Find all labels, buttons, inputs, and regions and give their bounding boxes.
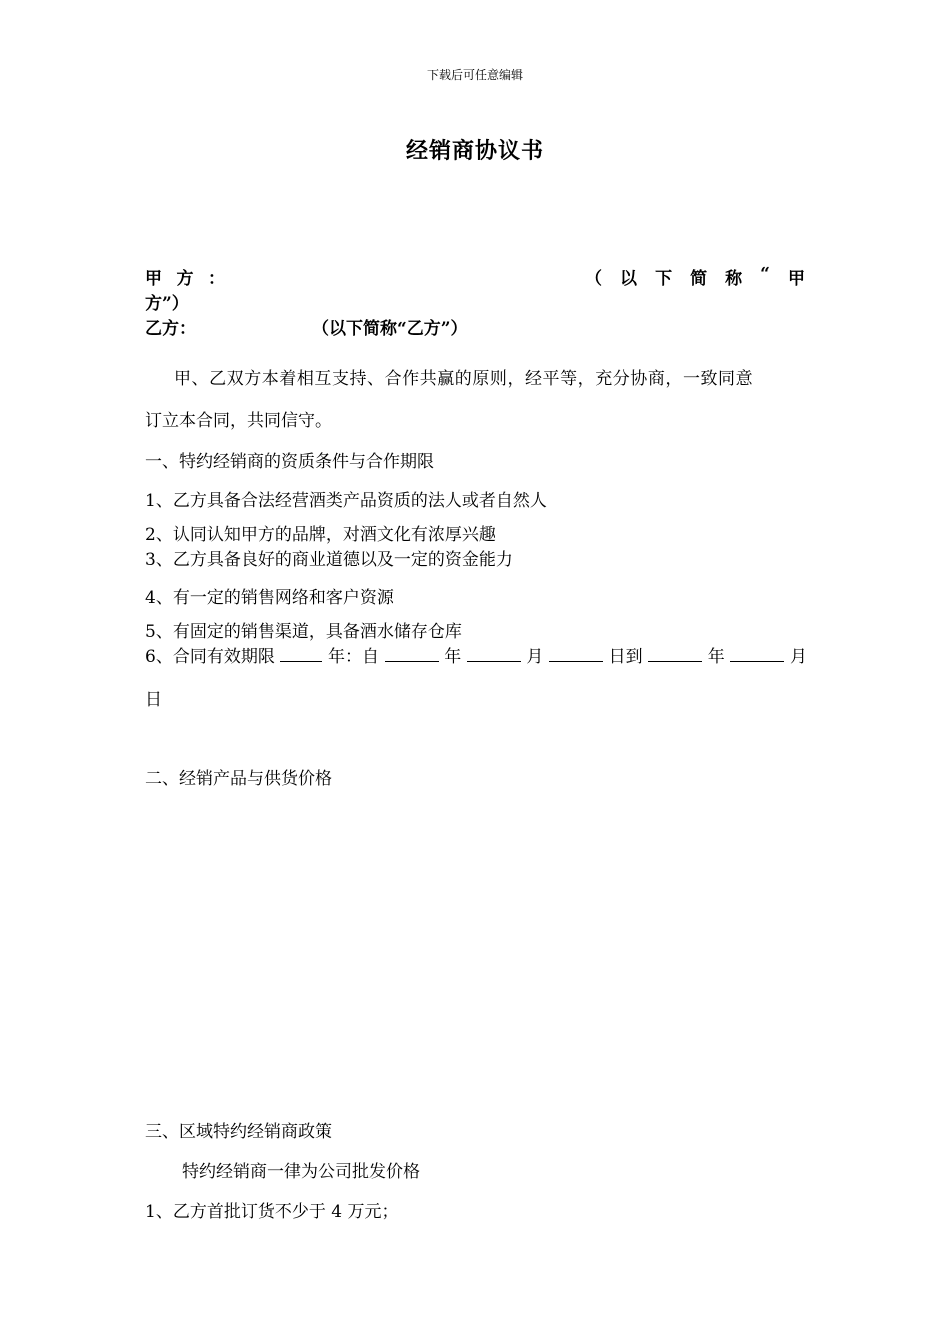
party-a-suffix-char: 甲 (787, 269, 805, 289)
section-3-heading: 三、区域特约经销商政策 (145, 1122, 332, 1142)
blank-line (648, 646, 702, 662)
contract-period-text: 日到 (608, 647, 643, 667)
page-title: 经销商协议书 (405, 138, 544, 164)
section-3-item-1: 1、乙方首批订货不少于 4 万元； (145, 1202, 399, 1222)
party-a-label-char: ： (208, 269, 225, 289)
party-a-suffix-char: 下 (655, 269, 673, 289)
section-2-heading: 二、经销产品与供货价格 (145, 769, 332, 789)
party-b-suffix: （以下简称“乙方”） (312, 319, 468, 339)
party-a-suffix-char: 以 (620, 269, 638, 289)
party-a-label-char: 甲 (145, 269, 162, 289)
intro-line-1: 甲、乙双方本着相互支持、合作共赢的原则，经平等，充分协商，一致同意 (174, 369, 754, 389)
intro-line-2: 订立本合同，共同信守。 (145, 411, 332, 431)
list-item: 4、有一定的销售网络和客户资源 (145, 588, 394, 608)
header-note: 下载后可任意编辑 (426, 68, 523, 82)
blank-line (549, 646, 603, 662)
list-item: 2、认同认知甲方的品牌，对酒文化有浓厚兴趣 (145, 525, 496, 545)
party-a-suffix-char: “ (760, 264, 770, 284)
list-item: 1、乙方具备合法经营酒类产品资质的法人或者自然人 (145, 491, 547, 511)
contract-period-text: 月 (789, 647, 807, 667)
contract-period-text: 月 (526, 647, 544, 667)
contract-period-line (145, 642, 807, 667)
contract-period-prefix: 6、合同有效期限 (145, 647, 275, 667)
party-a-wrap: 方”） (145, 294, 189, 314)
party-b-label: 乙方： (145, 319, 196, 339)
section-3-note: 特约经销商一律为公司批发价格 (182, 1162, 420, 1182)
list-item: 3、乙方具备良好的商业道德以及一定的资金能力 (145, 550, 513, 570)
party-a-label-char: 方 (176, 269, 194, 289)
party-a-suffix-char: 简 (690, 269, 708, 289)
blank-line (467, 646, 521, 662)
contract-period-wrap: 日 (145, 690, 162, 710)
list-item: 5、有固定的销售渠道，具备酒水储存仓库 (145, 622, 462, 642)
blank-line (280, 646, 322, 662)
section-1-heading: 一、特约经销商的资质条件与合作期限 (145, 452, 434, 472)
party-a-suffix-char: （ (585, 269, 602, 289)
party-a-suffix-char: 称 (725, 269, 743, 289)
blank-line (385, 646, 439, 662)
contract-period-text: 年 (707, 647, 725, 667)
contract-period-text: 年：自 (328, 647, 380, 667)
contract-period-text: 年 (444, 647, 462, 667)
blank-line (730, 646, 784, 662)
party-a-line (145, 264, 805, 289)
